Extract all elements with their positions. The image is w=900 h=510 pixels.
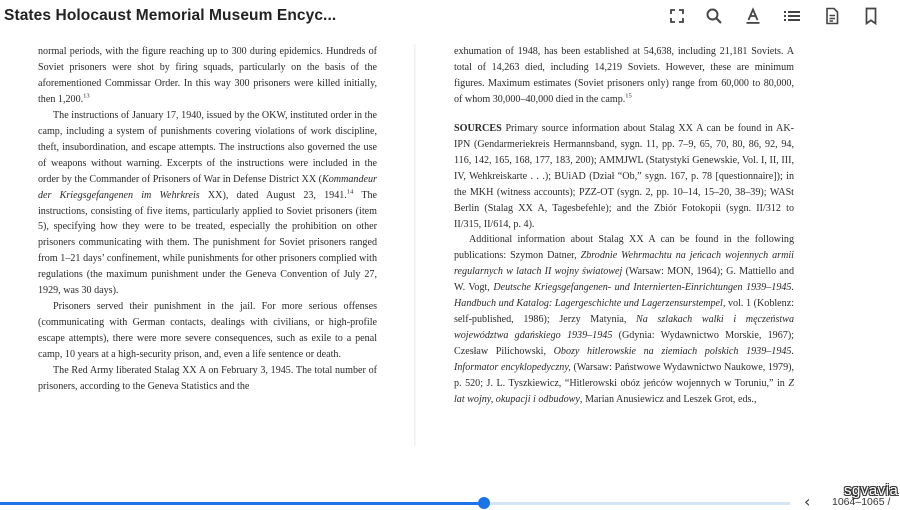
italic-term: Kommandeur der Kriegsgefangenen im Wehrkreis — [38, 173, 377, 201]
book-title-italic: Z lat wojny, okupacji i odbudowy — [454, 378, 794, 406]
paragraph: Prisoners served their punishment in the jail. For more serious offenses (communicating with German contacts, dealings with civilians, or high-profile escape attempts), there were more severe consequences, such as exile to a penal camp, 10 years at a high-security prison, and, even a life sentence or death. — [38, 301, 377, 361]
book-title: States Holocaust Memorial Museum Encyc... — [4, 7, 337, 24]
paragraph-text: , Marian Anusiewicz and Leszek Grot, eds., — [579, 394, 757, 406]
sources-paragraph — [454, 121, 794, 233]
book-title-italic: Obozy hitlerowskie na ziemiach polskich 1939–1945. Informator encyklopedyczny, — [454, 346, 795, 374]
page-gutter — [414, 44, 416, 446]
reader-toolbar — [0, 0, 900, 34]
table-of-contents-icon[interactable] — [782, 6, 802, 26]
text-format-icon[interactable] — [743, 6, 763, 26]
notes-icon[interactable] — [822, 6, 842, 26]
footnote-ref[interactable]: 14 — [346, 188, 354, 196]
paragraph-text: (Gdynia: Wydawnictwo Morskie, 1967); Czesław Pilichowski, — [454, 330, 794, 358]
footnote-ref[interactable]: 13 — [83, 92, 90, 100]
book-title-italic: Na szlakach walki i męczeństwa województwa gdańskiego 1939–1945 — [454, 314, 794, 342]
left-page — [38, 44, 377, 395]
paragraph — [454, 232, 794, 407]
page-counter: 1064–1065 / — [832, 496, 891, 508]
paragraph-text: The instructions, consisting of five items, particularly applied to Soviet prisoners (item 5), specifying how they were to be treated, especially the prohibition on other prisoners communicating with them. The punishment for Soviet prisoners ranged from 1–21 days’ confinement, while punishments for other prisoners complied with regulations (the maximum punishment under the Geneva Convention of July 27, 1929, was 30 days). — [38, 189, 378, 297]
paragraph-text: normal periods, with the figure reaching up to 300 during epidemics. Hundreds of Soviet prisoners were shot by firing squads, particularly on the basis of the aforementioned Commissar Order. In this way 300 prisoners were killed initially, then 1,200. — [38, 46, 377, 105]
sources-heading: SOURCES — [454, 122, 502, 134]
paragraph-text: Primary source information about Stalag XX A can be found in AK-IPN (Gendarmeriekreis Hermannsband, sygn. 11, pp. 7–9, 65, 70, 80, 86, 92, 94, 116, 142, 165, 168, 177, 183, 200); AMMJWL (Statystyki Genewskie, Vol. I, II, III, IV, Wehkreiskarte . . .); BUiAD (Dział “Ob,” sygn. 167, p. 78 [questionnaire]); in the MKH (witness accounts); PZZ-OT (sygn. 2, pp. 10–14, 15–20, 38–39); WASt Berlin (Stalag XX A, Tagesbefehle); and the Zbiór Fotokopii (sygn. II/312 to II/315, II/614, p. 4). — [454, 122, 794, 230]
paragraph-text: (Warsaw: MON, 1964); G. Mattiello and W. Vogt, — [454, 266, 794, 294]
paragraph — [38, 44, 377, 108]
search-icon[interactable] — [704, 6, 724, 26]
watermark-logo: sgvavia — [844, 482, 899, 499]
chevron-left-icon[interactable]: ‹ — [804, 492, 811, 510]
bookmark-icon[interactable] — [861, 6, 881, 26]
paragraph — [38, 108, 377, 299]
footnote-ref[interactable]: 15 — [625, 92, 632, 100]
paragraph — [454, 44, 794, 108]
book-title-italic: Zbrodnie Wehrmachtu na jeńcach wojennych armii regularnych w latach II wojny światowej — [454, 250, 794, 278]
reading-progress-slider[interactable] — [0, 500, 790, 506]
progress-thumb[interactable] — [478, 497, 490, 509]
paragraph-text: The instructions of January 17, 1940, issued by the OKW, instituted order in the camp, including a system of punishments covering violations of work discipline, theft, insubordination, and escape attempts. The instructions also governed the use of weapons without warning. Excerpts of the instructions were included in the order by the Commander of Prisoners of War in Defense District XX ( — [38, 109, 377, 185]
paragraph-text: exhumation of 1948, has been established at 54,638, including 21,181 Soviets. A total of 14,263 died, including 14,219 Soviets. However, these are minimum figures. Maximum estimates (Soviet prisoners only) range from 60,000 to 80,000, of whom 30,000–40,000 died in the camp. — [454, 46, 794, 105]
paragraph: The Red Army liberated Stalag XX A on February 3, 1945. The total number of prisoners, according to the Geneva Statistics and the — [38, 365, 377, 393]
paragraph-text: vol. 1 (Koblenz: self-published, 1986); Jerzy Matynia, — [454, 298, 794, 326]
right-page — [454, 44, 794, 408]
paragraph-text: (Warsaw: Państwowe Wydawnictwo Naukowe, 1979), p. 520; J. L. Tyszkiewicz, “Hitlerowski obóz jeńców wojennych w Toruniu,” in — [454, 362, 794, 390]
book-title-italic: Deutsche Kriegsgefangenen- und Internierten-Einrichtungen 1939–1945. Handbuch und Katalog: Lagergeschichte und Lagerzensurstempel, — [454, 282, 794, 310]
progress-fill — [0, 502, 484, 505]
fullscreen-icon[interactable] — [667, 6, 687, 26]
paragraph-text: XX), dated August 23, 1941. — [199, 189, 347, 201]
paragraph-text: Additional information about Stalag XX A can be found in the following publications: Szymon Datner, — [454, 234, 794, 262]
